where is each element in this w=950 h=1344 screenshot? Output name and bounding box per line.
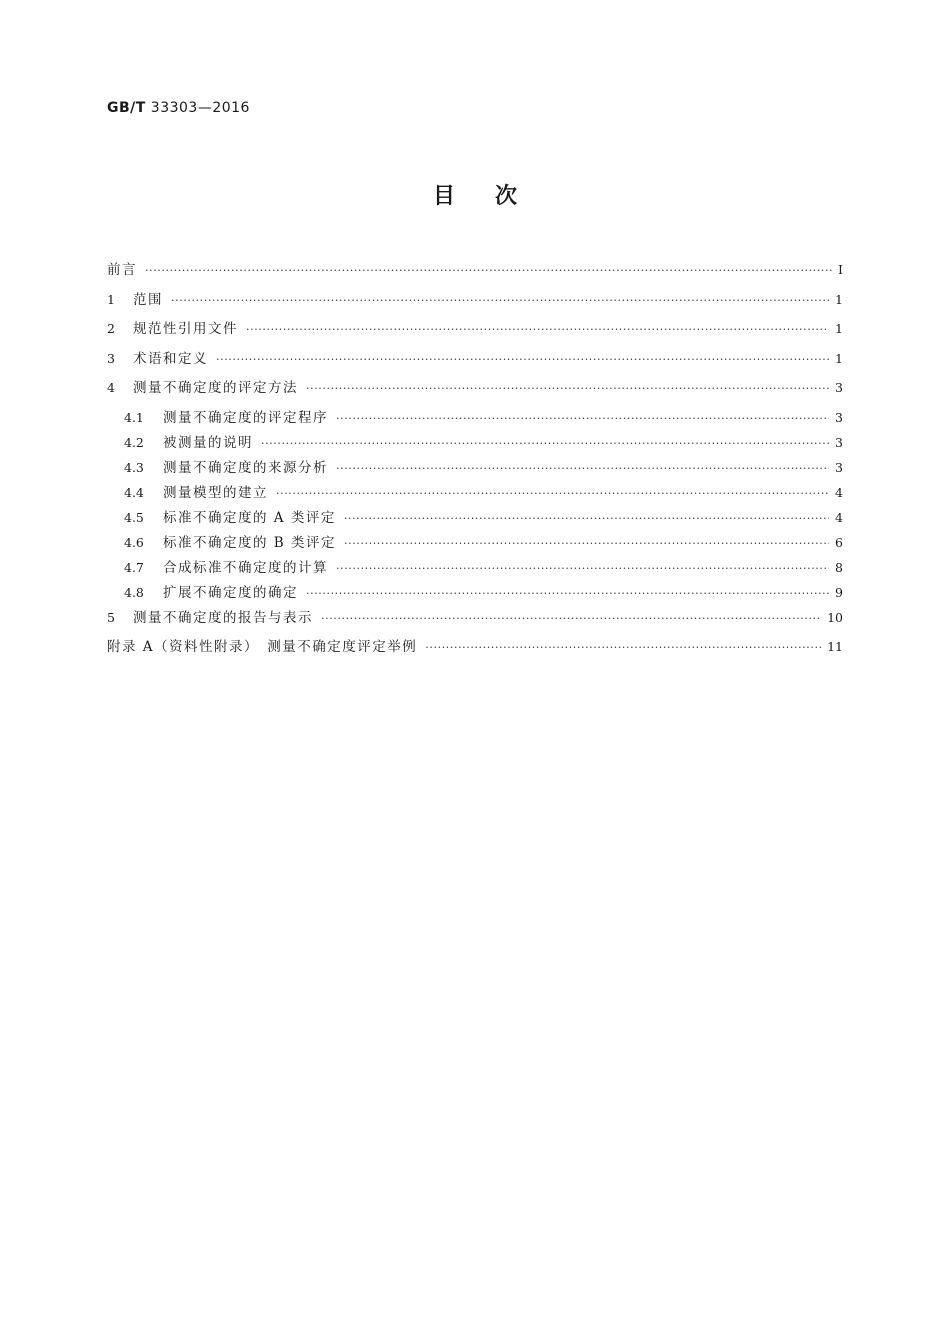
toc-entry-page: 8 [835,559,843,575]
toc-entry-4-7[interactable] [107,556,843,581]
toc-dot-leader [321,612,821,625]
toc-entry-number: 4.6 [124,534,144,550]
toc-dot-leader [344,512,829,525]
toc-entry-label: 术语和定义 [133,350,208,367]
table-of-contents [107,258,843,665]
toc-entry-number: 3 [107,350,115,366]
toc-dot-leader [336,462,829,475]
toc-entry-label: 范围 [133,291,163,308]
toc-dot-leader [261,437,829,450]
toc-entry-label: 测量模型的建立 [163,484,268,501]
toc-entry-label: 标准不确定度的 A 类评定 [163,509,336,526]
toc-entry-label: 合成标准不确定度的计算 [163,559,328,576]
toc-entry-label: 标准不确定度的 B 类评定 [163,534,337,551]
standard-prefix: GB/T [107,100,146,116]
toc-dot-leader [425,641,821,654]
toc-entry-4-6[interactable] [107,531,843,556]
toc-entry-page: 10 [827,609,843,625]
toc-dot-leader [216,353,829,366]
toc-entry-page: 4 [835,484,843,500]
toc-entry-page: 9 [835,584,843,600]
toc-dot-leader [246,323,829,336]
toc-entry-page: 11 [827,639,843,654]
toc-entry-number: 4.8 [124,584,144,600]
toc-dot-leader [336,562,829,575]
toc-entry-label: 被测量的说明 [163,434,253,451]
toc-entry-page: 3 [835,409,843,425]
toc-entry-1[interactable] [107,288,843,318]
toc-entry-4-3[interactable] [107,456,843,481]
toc-dot-leader [276,487,829,500]
toc-entry-5[interactable] [107,606,843,636]
toc-entry-number: 1 [107,291,115,307]
toc-entry-page: 1 [835,321,843,336]
standard-number: 33303—2016 [150,100,250,116]
toc-dot-leader [306,382,829,395]
toc-dot-leader [336,412,829,425]
toc-entry-page: 3 [835,380,843,395]
toc-entry-page: 1 [835,350,843,366]
toc-entry-4-2[interactable] [107,431,843,456]
toc-entry-appendix-a[interactable] [107,635,843,665]
toc-entry-4-8[interactable] [107,581,843,606]
toc-entry-number: 4.7 [124,559,144,575]
toc-entry-4-4[interactable] [107,481,843,506]
toc-entry-page: 4 [835,509,843,525]
toc-entry-number: 4.2 [124,434,144,450]
toc-entry-label: 测量不确定度的评定方法 [133,380,298,396]
standard-code [107,100,250,116]
toc-entry-label: 规范性引用文件 [133,321,238,337]
toc-entry-label: 测量不确定度的报告与表示 [133,609,313,626]
toc-entry-4[interactable] [107,376,843,406]
toc-entry-page: 1 [835,291,843,307]
toc-entry-label: 附录 A（资料性附录） 测量不确定度评定举例 [107,639,418,655]
toc-entry-number: 4.5 [124,509,144,525]
toc-dot-leader [145,264,832,277]
toc-entry-page: 3 [835,459,843,475]
toc-entry-foreword[interactable] [107,258,843,288]
toc-dot-leader [306,587,829,600]
toc-entry-4-1[interactable] [107,406,843,431]
toc-entry-number: 2 [107,321,115,336]
toc-entry-number: 4.4 [124,484,144,500]
toc-entry-page: 6 [835,534,843,550]
toc-entry-page: 3 [835,434,843,450]
toc-entry-page: Ⅰ [838,262,843,277]
toc-entry-label: 测量不确定度的评定程序 [163,409,328,426]
toc-entry-number: 5 [107,609,115,625]
toc-entry-number: 4.3 [124,459,144,475]
page-title: 目次 [432,184,557,209]
toc-entry-4-5[interactable] [107,506,843,531]
toc-dot-leader [171,294,829,307]
toc-entry-3[interactable] [107,347,843,377]
toc-dot-leader [344,537,829,550]
toc-entry-label: 前言 [107,262,137,278]
toc-entry-number: 4 [107,380,115,395]
toc-entry-label: 扩展不确定度的确定 [163,584,298,601]
toc-entry-2[interactable] [107,317,843,347]
toc-entry-label: 测量不确定度的来源分析 [163,459,328,476]
toc-entry-number: 4.1 [124,409,144,425]
